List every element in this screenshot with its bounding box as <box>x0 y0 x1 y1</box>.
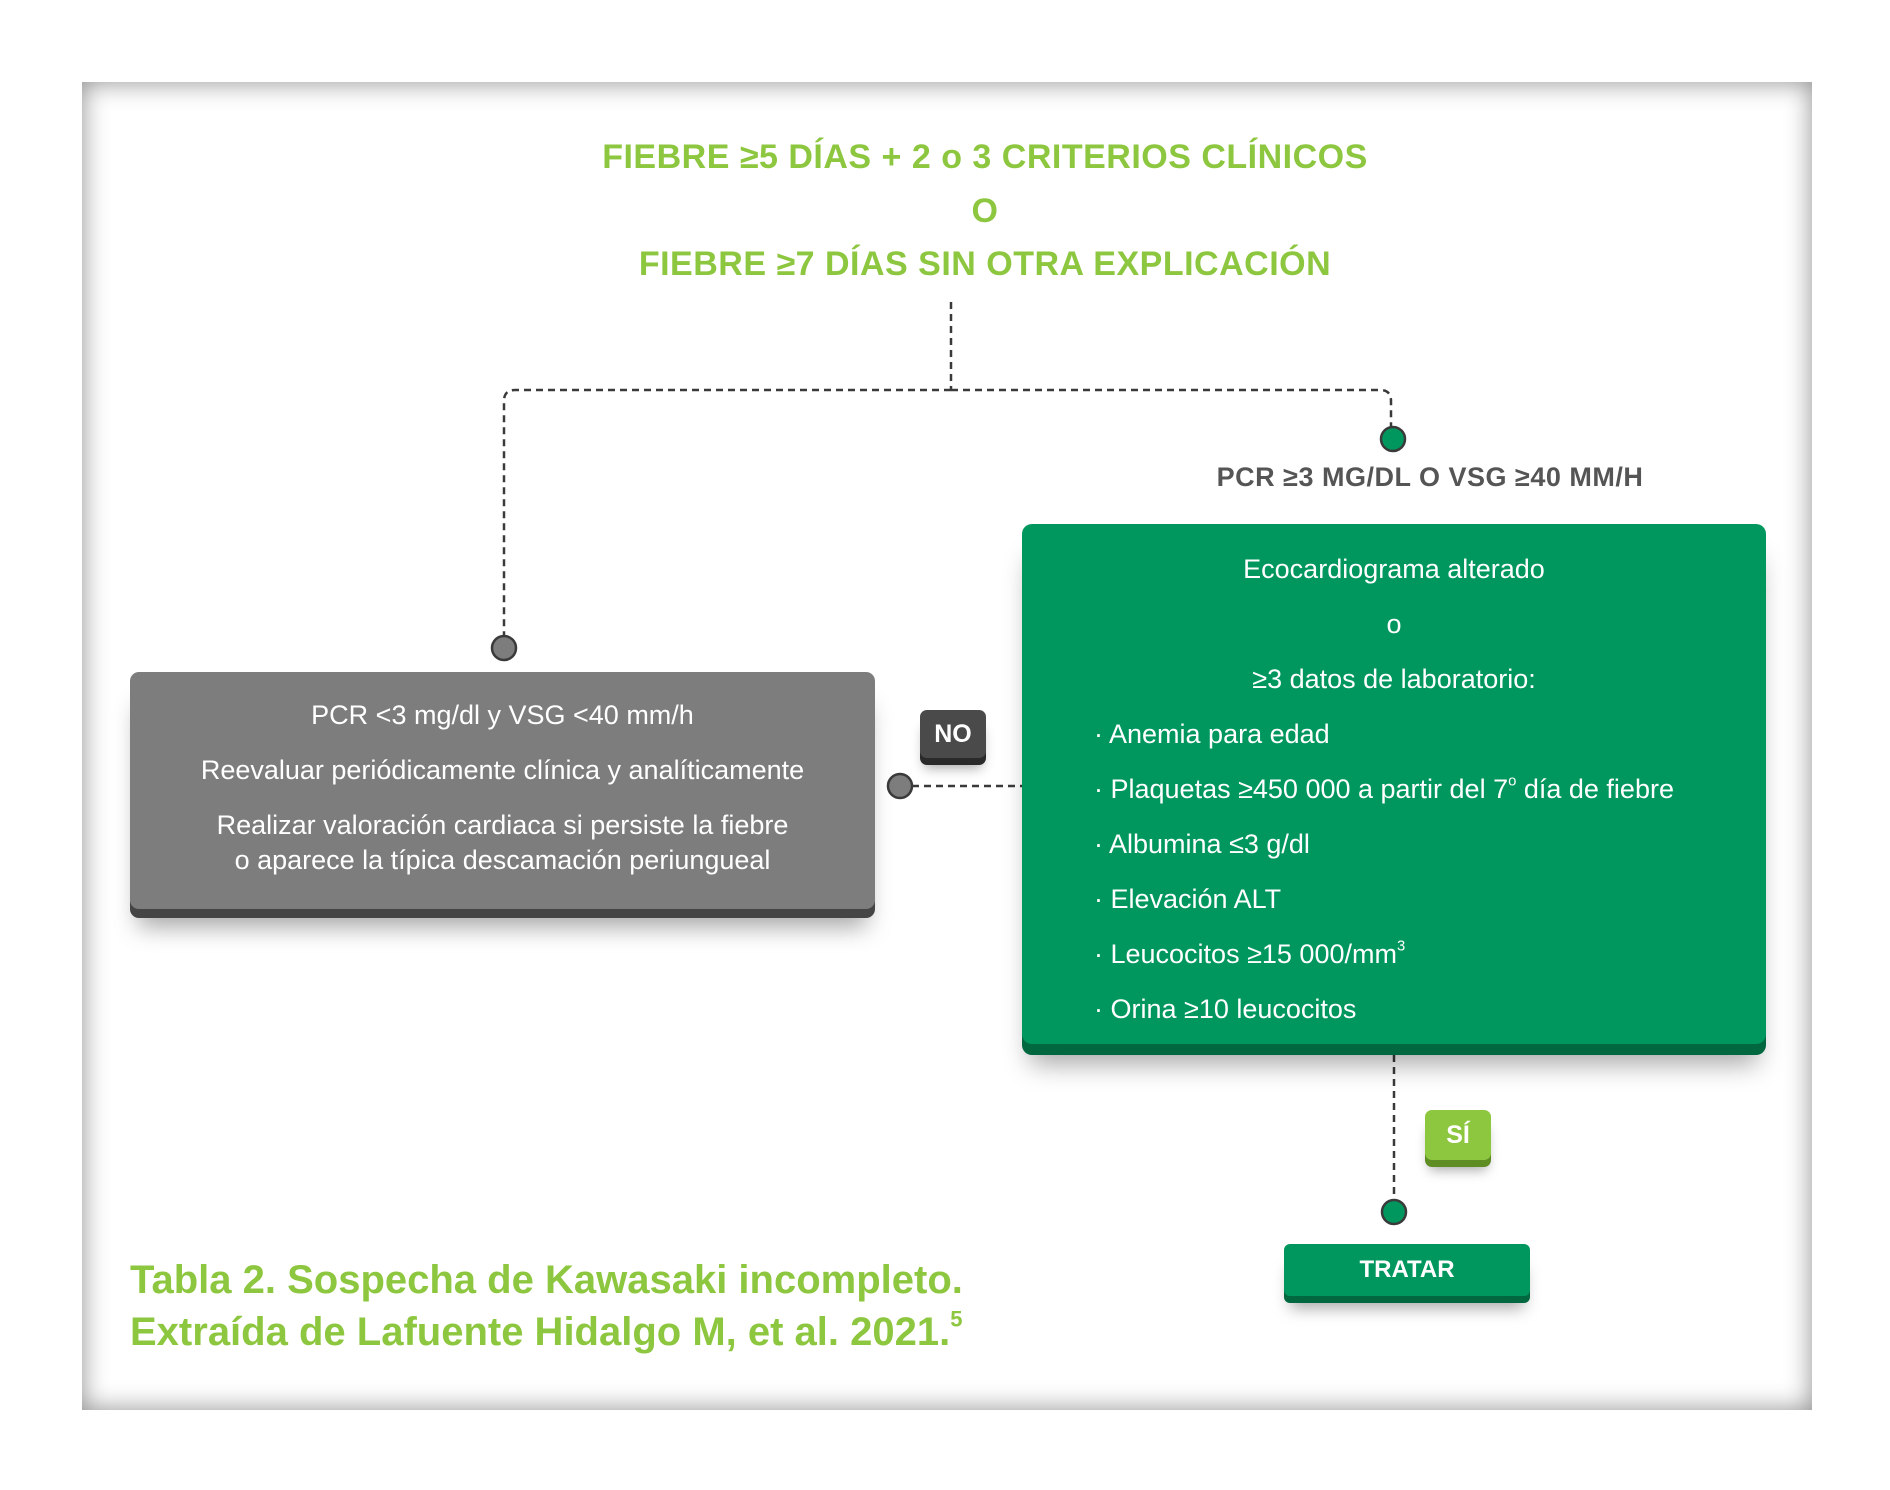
lab-item: · Albumina ≤3 g/dl <box>1094 829 1310 859</box>
low-pcr-line-1: PCR <3 mg/dl y VSG <40 mm/h <box>311 700 694 730</box>
low-pcr-line-3: Realizar valoración cardiaca si persiste la fiebre <box>216 810 789 840</box>
low-pcr-line-2: Reevaluar periódicamente clínica y analíticamente <box>200 755 805 785</box>
caption-ref: 5 <box>950 1306 963 1332</box>
left-branch-connector <box>504 390 951 646</box>
no-node <box>888 774 912 798</box>
criteria-line-1: Ecocardiograma alterado <box>1243 554 1545 584</box>
lab-item: · Anemia para edad <box>1094 719 1330 749</box>
treat-box: TRATAR <box>1284 1244 1530 1296</box>
criteria-line-2: o <box>1386 609 1402 639</box>
low-pcr-box <box>130 672 875 909</box>
lab-item: · Leucocitos ≥15 $000/mm^3$ <box>1094 938 1406 969</box>
header-line-1: FIEBRE ≥5 DÍAS + 2 o 3 CRITERIOS CLÍNICOS <box>602 138 1368 176</box>
right-branch-connector <box>951 390 1391 432</box>
pcr-high-label: PCR ≥3 MG/DL O VSG ≥40 MM/H <box>1216 462 1644 492</box>
si-tag: SÍ <box>1425 1110 1491 1160</box>
lab-item: · Orina ≥10 leucocitos <box>1094 994 1357 1024</box>
low-pcr-line-4: o aparece la típica descamación periungueal <box>234 845 771 875</box>
lab-item: · Plaquetas ≥450 000 a partir del 7$^o$ día de fiebre <box>1094 773 1674 804</box>
header-line-3: FIEBRE ≥7 DÍAS SIN OTRA EXPLICACIÓN <box>638 245 1332 283</box>
no-tag: NO <box>920 710 986 758</box>
right-branch-node <box>1381 427 1405 451</box>
header-line-2: O <box>971 192 999 230</box>
lab-item: · Elevación ALT <box>1094 884 1282 914</box>
left-branch-node <box>492 636 516 660</box>
treat-node <box>1382 1200 1406 1224</box>
caption-line-1: Tabla 2. Sospecha de Kawasaki incompleto. <box>130 1258 963 1302</box>
criteria-box <box>1022 524 1766 1044</box>
caption-line-2: Extraída de Lafuente Hidalgo M, et al. 2021.$^5$ <box>130 1306 963 1354</box>
criteria-line-3: ≥3 datos de laboratorio: <box>1252 664 1536 694</box>
